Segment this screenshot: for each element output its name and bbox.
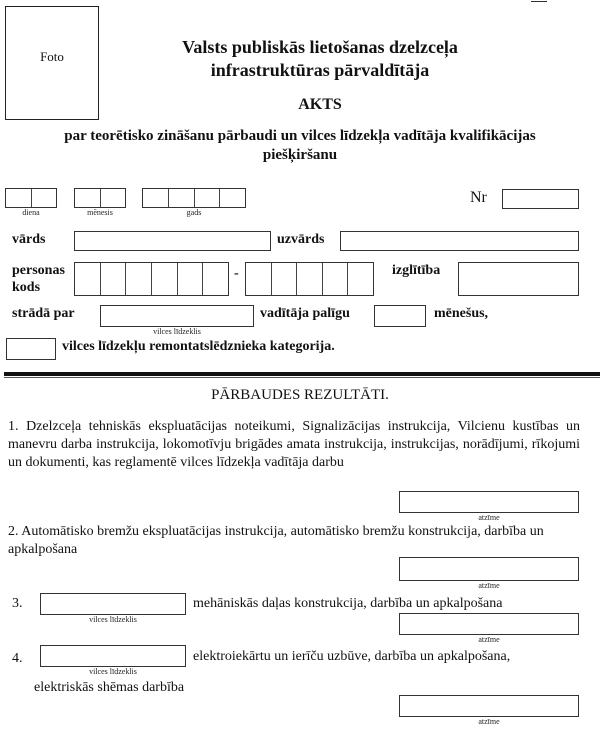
- category-input[interactable]: [6, 338, 56, 360]
- personal-code-label-2: kods: [12, 280, 41, 295]
- org-line-2: infrastruktūras pārvaldītāja: [210, 60, 430, 80]
- result-item-4-text-2: elektriskās shēmas darbība: [34, 680, 185, 695]
- last-name-label: uzvārds: [277, 232, 325, 247]
- photo-label: Foto: [40, 49, 64, 64]
- months-input[interactable]: [374, 305, 426, 327]
- nr-label: Nr: [470, 189, 487, 206]
- year-input[interactable]: [142, 188, 246, 208]
- year-caption: gads: [186, 208, 202, 217]
- subtitle-line-1: par teorētisko zināšanu pārbaudi un vilces līdzekļa vadītāja kvalifikācijas: [64, 128, 536, 144]
- result-item-2: [8, 523, 580, 559]
- result-item-1-number: 1.: [8, 419, 19, 434]
- grade-caption-3: atzīme: [478, 635, 500, 644]
- result-item-2-number: 2.: [8, 524, 19, 539]
- grade-input-4[interactable]: [399, 695, 579, 717]
- nr-input[interactable]: [502, 189, 579, 209]
- personal-code-part-1[interactable]: [74, 262, 229, 296]
- works-as-label: strādā par: [12, 306, 75, 321]
- grade-caption-1: atzīme: [478, 513, 500, 522]
- grade-caption-4: atzīme: [478, 717, 500, 726]
- vehicle-input-4[interactable]: [40, 645, 186, 667]
- vehicle-type-input[interactable]: [100, 305, 254, 327]
- day-caption: diena: [22, 208, 40, 217]
- personal-code-part-2[interactable]: [245, 262, 374, 296]
- assistant-label: vadītāja palīgu: [260, 306, 350, 321]
- first-name-input[interactable]: [74, 231, 271, 251]
- grade-input-3[interactable]: [399, 613, 579, 635]
- vehicle-type-caption: vilces līdzeklis: [153, 327, 201, 336]
- org-line-1: Valsts publiskās lietošanas dzelzceļa: [182, 37, 458, 57]
- section-divider-thin: [4, 377, 600, 378]
- section-divider: [4, 372, 600, 376]
- personal-code-label-1: personas: [12, 263, 65, 278]
- result-item-3-text: mehāniskās daļas konstrukcija, darbība un apkalpošana: [193, 596, 503, 611]
- education-input[interactable]: [458, 262, 579, 296]
- results-heading: PĀRBAUDES REZULTĀTI.: [211, 387, 389, 403]
- corner-mark: [531, 1, 547, 2]
- result-item-1-text: Dzelzceļa tehniskās ekspluatācijas noteikumi, Signalizācijas instrukcija, Vilcienu kustības un manevru darba instrukcija, lokomotīvju brigādes amata instrukcija, instrukcijas, norādījumi, rīkojumi un dokumenti, kas reglamentē vilces līdzekļa vadītāja darbu: [8, 419, 580, 470]
- photo-box[interactable]: [5, 6, 99, 120]
- vehicle-caption-4: vilces līdzeklis: [89, 667, 137, 676]
- day-input[interactable]: [5, 188, 57, 208]
- month-input[interactable]: [74, 188, 126, 208]
- result-item-4-text: elektroiekārtu un ierīču uzbūve, darbība un apkalpošana,: [193, 649, 511, 664]
- doc-type: AKTS: [298, 96, 342, 113]
- first-name-label: vārds: [12, 232, 46, 247]
- category-label: vilces līdzekļu remontatslēdznieka kategorija.: [62, 339, 335, 354]
- result-item-1: [8, 418, 580, 472]
- grade-input-1[interactable]: [399, 491, 579, 513]
- grade-caption-2: atzīme: [478, 581, 500, 590]
- education-label: izglītība: [392, 263, 441, 278]
- result-item-4-number: 4.: [12, 651, 23, 666]
- vehicle-input-3[interactable]: [40, 593, 186, 615]
- last-name-input[interactable]: [340, 231, 579, 251]
- months-label: mēnešus,: [434, 306, 489, 321]
- result-item-2-text: Automātisko bremžu ekspluatācijas instrukcija, automātisko bremžu konstrukcija, darbība un apkalpošana: [8, 524, 544, 557]
- personal-code-separator: -: [234, 266, 239, 281]
- month-caption: mēnesis: [87, 208, 113, 217]
- subtitle-line-2: piešķiršanu: [262, 147, 338, 163]
- grade-input-2[interactable]: [399, 557, 579, 581]
- vehicle-caption-3: vilces līdzeklis: [89, 615, 137, 624]
- result-item-3-number: 3.: [12, 596, 23, 611]
